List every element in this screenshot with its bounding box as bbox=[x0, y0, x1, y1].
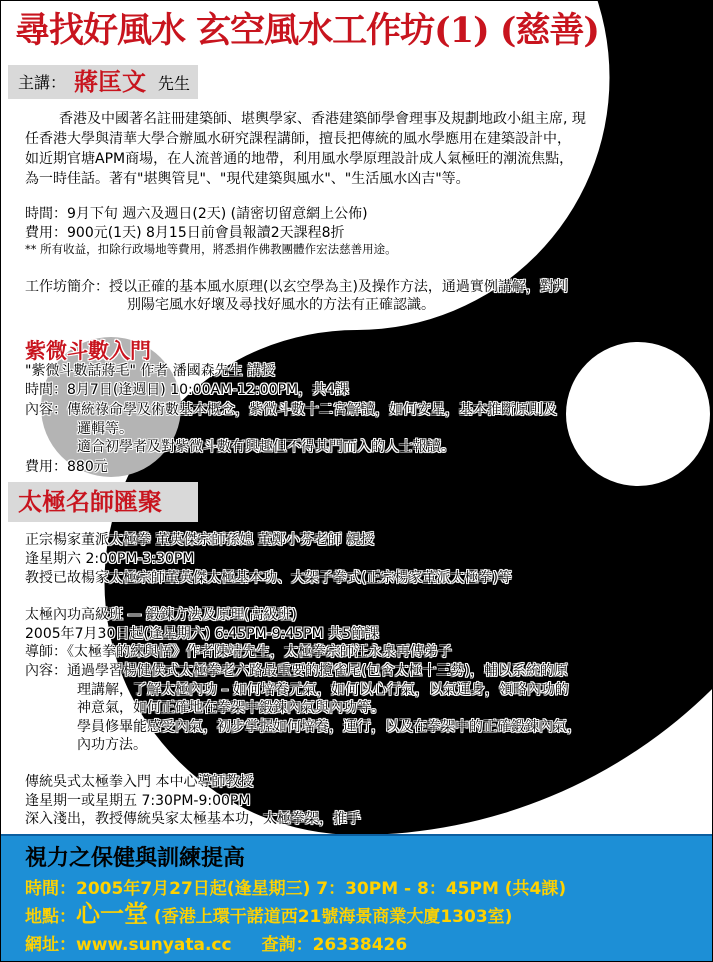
venue-label: 地點： bbox=[25, 907, 76, 927]
website-label: 網址： bbox=[25, 935, 76, 955]
vision-course-panel bbox=[1, 834, 712, 962]
intro-line-1: 香港及中國著名註冊建築師、堪輿學家、香港建築師學會理事及規劃地政小組主席, 現 bbox=[59, 111, 586, 127]
taichi-course1-line-2: 逢星期六 2:00PM-3:30PM bbox=[25, 551, 195, 567]
ziwei-time: 時間：8月7日(逢週日) 10:00AM-12:00PM，共4課 bbox=[25, 382, 350, 398]
taichi-course3-line-3: 深入淺出，教授傳統吳家太極基本功，太極拳架，推手 bbox=[25, 811, 361, 827]
vision-venue bbox=[25, 900, 513, 928]
taichi-label-box bbox=[8, 482, 198, 522]
taichi-course2-line-2: 2005年7月30日起(逢星期六) 6:45PM-9:45PM 共5節課 bbox=[25, 626, 380, 642]
taichi-course2-line-3: 導師：《太極拳的練與悟》作者陳靖先生，太極拳宗師汪永泉再傳弟子 bbox=[25, 644, 452, 660]
website-link[interactable]: www.sunyata.cc bbox=[76, 935, 232, 955]
taichi-course1-line-1: 正宗楊家董派太極拳 董英傑宗師孫媳 董鄭小芬老師 親授 bbox=[25, 532, 375, 548]
vision-contact bbox=[25, 935, 407, 955]
venue-address: (香港上環干諾道西21號海景商業大廈1303室) bbox=[148, 907, 513, 927]
workshop-time: 時間：9月下旬 週六及週日(2天) (請密切留意網上公佈) bbox=[25, 206, 368, 222]
taichi-course3-line-2: 逢星期一或星期五 7:30PM-9:00PM bbox=[25, 793, 251, 809]
ziwei-content-line-2: 邏輯等。 bbox=[77, 421, 133, 437]
title-bar bbox=[1, 1, 712, 63]
taichi-course2-line-7: 學員修畢能感受內氣，初步掌握如何培養，運行，以及在拳架中的正確鍛鍊內氣， bbox=[77, 719, 581, 735]
taichi-title: 太極名師匯聚 bbox=[18, 488, 162, 516]
page-title: 尋找好風水 玄空風水工作坊(1) (慈善) bbox=[15, 10, 599, 51]
taichi-course2-line-1: 太極內功高級班 — 鍛鍊方法及原理(高級班) bbox=[25, 607, 297, 623]
intro-line-3: 如近期官塘APM商場，在人流普通的地帶，利用風水學原理設計成人氣極旺的潮流焦點， bbox=[25, 151, 574, 167]
intro-line-2: 任香港大學與清華大學合辦風水研究課程講師，擅長把傳統的風水學應用在建築設計中， bbox=[25, 131, 571, 147]
workshop-intro-line-1: 工作坊簡介：授以正確的基本風水原理(以玄空學為主)及操作方法，通過實例講解，對判 bbox=[25, 279, 568, 295]
speaker-suffix: 先生 bbox=[158, 74, 191, 93]
intro-line-4: 為一時佳話。著有"堪輿管見"、"現代建築與風水"、"生活風水凶吉"等。 bbox=[25, 171, 470, 187]
workshop-intro-line-2: 別陽宅風水好壞及尋找好風水的方法有正確認識。 bbox=[127, 297, 435, 313]
workshop-fee: 費用：900元(1天) 8月15日前會員報讀2天課程8折 bbox=[25, 225, 345, 241]
ziwei-fee: 費用：880元 bbox=[25, 459, 108, 475]
workshop-note: ** 所有收益，扣除行政場地等費用，將悉捐作佛教團體作宏法慈善用途。 bbox=[25, 242, 397, 256]
vision-time: 時間：2005年7月27日起(逢星期三) 7：30PM - 8：45PM (共4課) bbox=[25, 879, 567, 899]
ziwei-author: "紫微斗數話蔣毛" 作者 潘國森先生 講授 bbox=[25, 363, 276, 379]
speaker-label: 主講： bbox=[18, 73, 67, 92]
speaker-label-box bbox=[8, 65, 198, 99]
taichi-course2-line-4: 內容：通過學習楊健侯式太極拳老六路最重要的攬雀尾(包含太極十三勢)，輔以系統的原 bbox=[25, 663, 568, 679]
taichi-course3-line-1: 傳統吳式太極拳入門 本中心導師教授 bbox=[25, 774, 254, 790]
taichi-course2-line-8: 內功方法。 bbox=[77, 737, 147, 753]
taichi-course2-line-6: 神意氣，如何正確地在拳架中鍛鍊內氣與內功等。 bbox=[77, 700, 385, 716]
taichi-course2-line-5: 理講解，了解太極內功 – 如何培養元氣，如何以心行氣，以氣運身，領略內功的 bbox=[77, 682, 569, 698]
enquiry-phone: 查詢：26338426 bbox=[261, 935, 408, 955]
taichi-course1-line-3: 教授已故楊家太極宗師董英傑太極基本功、大架子拳式(正宗楊家董派太極拳)等 bbox=[25, 570, 512, 586]
vision-title: 視力之保健與訓練提高 bbox=[25, 846, 246, 871]
ziwei-content-line-1: 內容：傳統祿命學及術數基本概念，紫微斗數十二宮解讀，如何安星，基本推斷原則及 bbox=[25, 402, 557, 418]
speaker-name: 蔣匡文 bbox=[74, 68, 146, 96]
yang-eye-dot bbox=[566, 342, 710, 486]
ziwei-title: 紫微斗數入門 bbox=[25, 339, 151, 363]
ziwei-content-line-3: 適合初學者及對紫微斗數有興趣但不得其門而入的人士報讀。 bbox=[77, 439, 455, 455]
venue-name: 心一堂 bbox=[76, 900, 148, 928]
